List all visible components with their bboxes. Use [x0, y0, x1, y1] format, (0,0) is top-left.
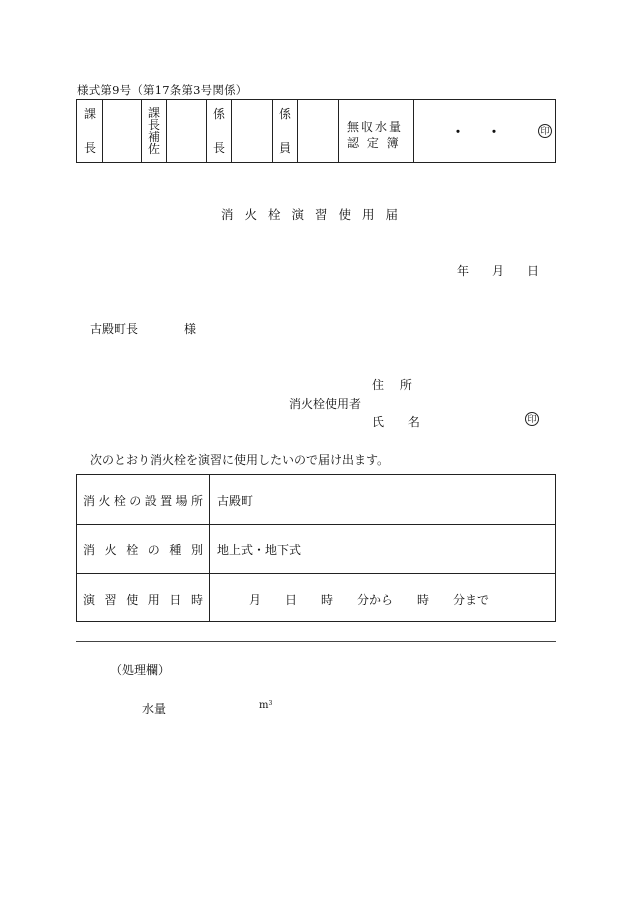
approval-char: 佐 — [147, 142, 160, 156]
approval-col-section-chief — [83, 108, 97, 154]
unit-base: m — [259, 700, 269, 711]
honorific: 様 — [184, 322, 197, 336]
register-date-dot: ・ — [451, 125, 465, 141]
address-label: 住 所 — [372, 378, 418, 392]
water-volume-unit — [259, 700, 272, 711]
water-volume-label: 水量 — [142, 702, 167, 716]
approval-char: 補 — [147, 130, 160, 144]
table-row-label: 消火栓の設置場所 — [83, 494, 203, 508]
hydrant-info-table — [76, 474, 556, 622]
approval-col-subsection-chief — [212, 108, 226, 154]
table-row-label: 演習使用日時 — [83, 593, 203, 607]
intro-text: 次のとおり消火栓を演習に使用したいので届け出ます。 — [90, 453, 390, 467]
approval-char: 係 — [212, 107, 225, 121]
date-day: 日 — [527, 264, 540, 278]
approval-col-deputy-chief — [147, 107, 161, 155]
table-row-label: 消火栓の種別 — [83, 543, 203, 557]
date-year: 年 — [457, 264, 470, 278]
hydrant-user-label: 消火栓使用者 — [289, 397, 362, 411]
approval-char: 長 — [83, 141, 96, 155]
processing-label: （処理欄） — [110, 663, 171, 677]
register-label-line2: 認 定 簿 — [347, 136, 401, 150]
document-title: 消火栓演習使用届 — [220, 207, 409, 222]
name-label: 氏 名 — [372, 415, 430, 429]
table-row-value: 地上式・地下式 — [217, 543, 302, 557]
approval-col-staff — [278, 108, 292, 154]
approval-char: 課 — [83, 107, 96, 121]
approval-char: 課 — [147, 106, 160, 120]
divider — [76, 641, 556, 642]
unit-exponent: 3 — [268, 700, 273, 707]
register-label-line1: 無収水量 — [347, 120, 404, 134]
date-month: 月 — [492, 264, 505, 278]
table-row-value: 古殿町 — [217, 494, 254, 508]
register-date-dot: ・ — [487, 125, 501, 141]
approval-char: 長 — [147, 118, 160, 132]
seal-icon: 印 — [538, 124, 552, 138]
seal-icon: 印 — [525, 412, 539, 426]
approval-char: 員 — [278, 141, 291, 155]
approval-char: 長 — [212, 141, 225, 155]
approval-char: 係 — [278, 107, 291, 121]
form-number: 様式第9号（第17条第3号関係） — [77, 83, 248, 97]
addressee: 古殿町長 — [90, 322, 139, 336]
approval-table — [76, 99, 556, 163]
table-row-value: 月 日 時 分から 時 分まで — [249, 593, 490, 607]
